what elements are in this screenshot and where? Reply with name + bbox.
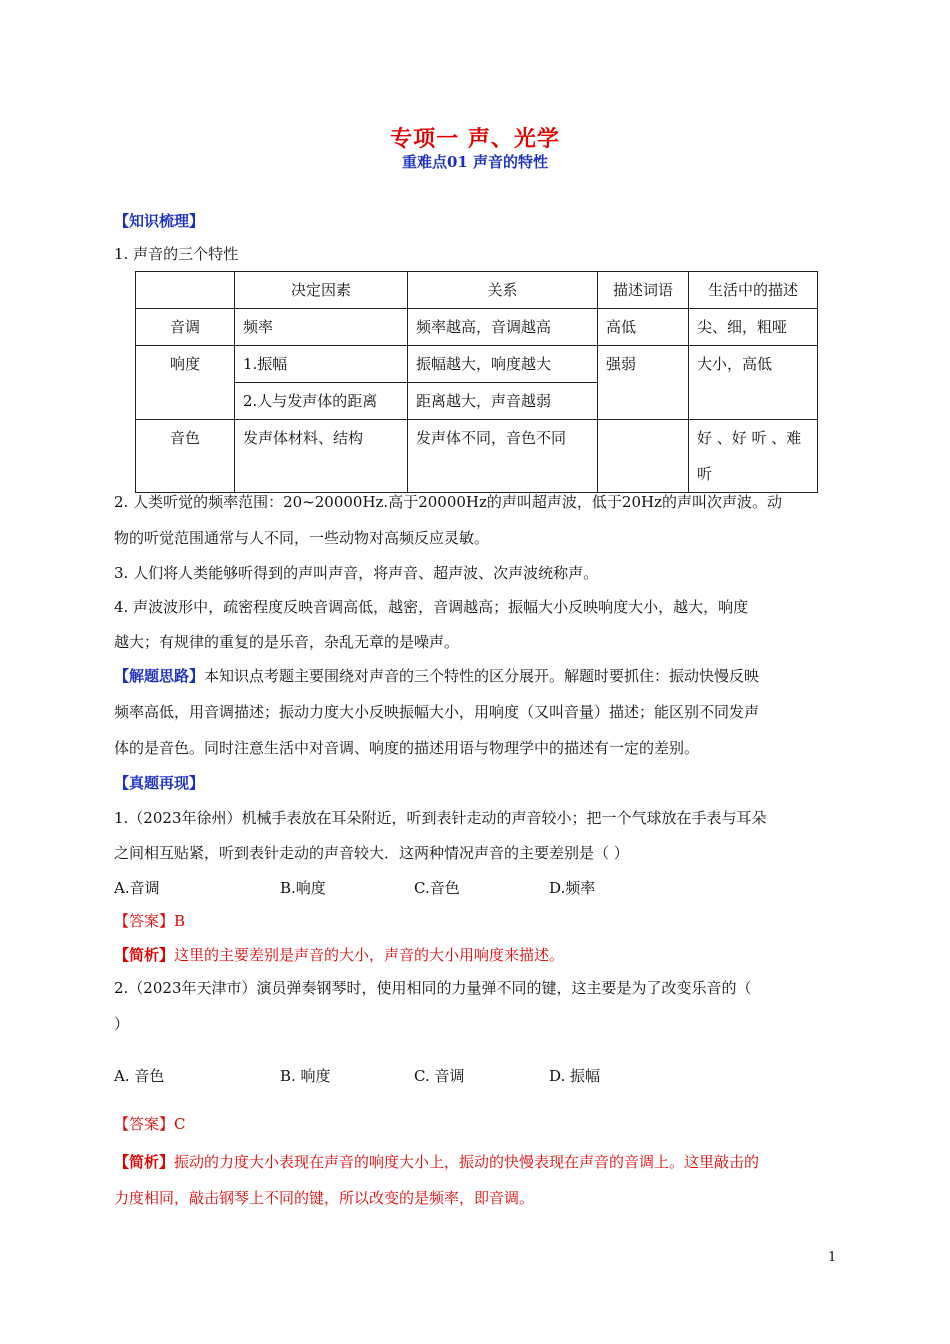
question-1-option-d: D.频率 xyxy=(549,879,596,897)
table-header-cell xyxy=(136,272,235,309)
table-row xyxy=(136,309,818,346)
question-1-analysis xyxy=(114,945,838,965)
table-cell-line: 好 、好 听 、难 xyxy=(697,429,802,447)
table-cell-line: 听 xyxy=(697,465,713,483)
table-cell: 音调 xyxy=(136,309,235,346)
table-header-row xyxy=(136,272,818,309)
table-cell: 强弱 xyxy=(598,346,689,420)
question-1-answer xyxy=(114,911,838,931)
question-2-answer xyxy=(114,1114,838,1134)
question-2-analysis-line-1 xyxy=(114,1152,838,1172)
analysis-text: 这里的主要差别是声音的大小，声音的大小用响度来描述。 xyxy=(174,946,565,964)
table-row xyxy=(136,420,818,493)
table-cell: 发声体材料、结构 xyxy=(235,420,408,493)
table-cell: 2.人与发声体的距离 xyxy=(235,383,408,420)
table-cell: 音色 xyxy=(136,420,235,493)
analysis-text: 振动的力度大小表现在声音的响度大小上，振动的快慢表现在声音的音调上。这里敲击的 xyxy=(174,1153,760,1171)
analysis-tag: 【简析】 xyxy=(114,1153,175,1171)
answer-tag: 【答案】 xyxy=(114,912,175,930)
approach-tag: 【解题思路】 xyxy=(114,667,205,685)
table-header-cell: 关系 xyxy=(408,272,598,309)
question-2-option-b: B. 响度 xyxy=(280,1067,331,1085)
approach-line-3: 体的是音色。同时注意生活中对音调、响度的描述用语与物理学中的描述有一定的差别。 xyxy=(114,739,700,757)
table-cell: 频率 xyxy=(235,309,408,346)
question-2-line-1: 2.（2023年天津市）演员弹奏钢琴时，使用相同的力量弹不同的键，这主要是为了改变乐音的（ xyxy=(114,979,752,997)
table-cell: 大小，高低 xyxy=(689,346,818,420)
table-header-cell: 描述词语 xyxy=(598,272,689,309)
knowledge-item-4-line-2: 越大；有规律的重复的是乐音，杂乱无章的是噪声。 xyxy=(114,633,460,651)
table-header-cell: 生活中的描述 xyxy=(689,272,818,309)
exam-heading: 【真题再现】 xyxy=(114,774,205,792)
question-2-option-c: C. 音调 xyxy=(414,1067,465,1085)
question-2-line-2: ） xyxy=(114,1015,130,1033)
table-cell: 发声体不同，音色不同 xyxy=(408,420,598,493)
question-1-line-2: 之间相互贴紧，听到表针走动的声音较大．这两种情况声音的主要差别是（ ） xyxy=(114,844,629,862)
page-subtitle: 重难点01 声音的特性 xyxy=(401,153,549,171)
knowledge-item-2-line-1: 2. 人类听觉的频率范围：20~20000Hz.高于20000Hz的声叫超声波，低于20Hz的声叫次声波。动 xyxy=(114,493,782,511)
page-title: 专项一 声、光学 xyxy=(390,126,560,152)
answer-tag: 【答案】 xyxy=(114,1115,175,1133)
sound-characteristics-table xyxy=(135,271,818,493)
answer-value: C xyxy=(174,1115,186,1133)
analysis-tag: 【简析】 xyxy=(114,946,175,964)
table-cell xyxy=(598,420,689,493)
knowledge-item-2-line-2: 物的听觉范围通常与人不同，一些动物对高频反应灵敏。 xyxy=(114,529,490,547)
table-cell: 响度 xyxy=(136,346,235,420)
knowledge-item-1: 1. 声音的三个特性 xyxy=(114,245,239,263)
approach-line-1 xyxy=(114,666,838,686)
table-cell: 高低 xyxy=(598,309,689,346)
table-cell: 尖、细，粗哑 xyxy=(689,309,818,346)
page-number: 1 xyxy=(828,1250,837,1265)
table-cell: 1.振幅 xyxy=(235,346,408,383)
question-1-option-a: A.音调 xyxy=(114,879,160,897)
approach-text: 本知识点考题主要围绕对声音的三个特性的区分展开。解题时要抓住：振动快慢反映 xyxy=(204,667,760,685)
knowledge-item-3: 3. 人们将人类能够听得到的声叫声音，将声音、超声波、次声波统称声。 xyxy=(114,564,599,582)
question-1-option-b: B.响度 xyxy=(280,879,326,897)
table-cell: 距离越大，声音越弱 xyxy=(408,383,598,420)
question-1-option-c: C.音色 xyxy=(414,879,460,897)
table-header-cell: 决定因素 xyxy=(235,272,408,309)
approach-line-2: 频率高低，用音调描述；振动力度大小反映振幅大小，用响度（又叫音量）描述；能区别不同发声 xyxy=(114,703,760,721)
table-cell: 频率越高，音调越高 xyxy=(408,309,598,346)
table-row xyxy=(136,346,818,383)
knowledge-heading: 【知识梳理】 xyxy=(114,212,205,230)
table-cell xyxy=(689,420,818,493)
question-2-analysis-line-2: 力度相同，敲击钢琴上不同的键，所以改变的是频率，即音调。 xyxy=(114,1189,535,1207)
answer-value: B xyxy=(174,912,186,930)
question-1-line-1: 1.（2023年徐州）机械手表放在耳朵附近，听到表针走动的声音较小；把一个气球放在手表与耳朵 xyxy=(114,809,767,827)
question-2-option-a: A. 音色 xyxy=(114,1067,165,1085)
knowledge-item-4-line-1: 4. 声波波形中，疏密程度反映音调高低，越密，音调越高；振幅大小反映响度大小，越大，响度 xyxy=(114,598,749,616)
question-2-option-d: D. 振幅 xyxy=(549,1067,601,1085)
table-cell: 振幅越大，响度越大 xyxy=(408,346,598,383)
